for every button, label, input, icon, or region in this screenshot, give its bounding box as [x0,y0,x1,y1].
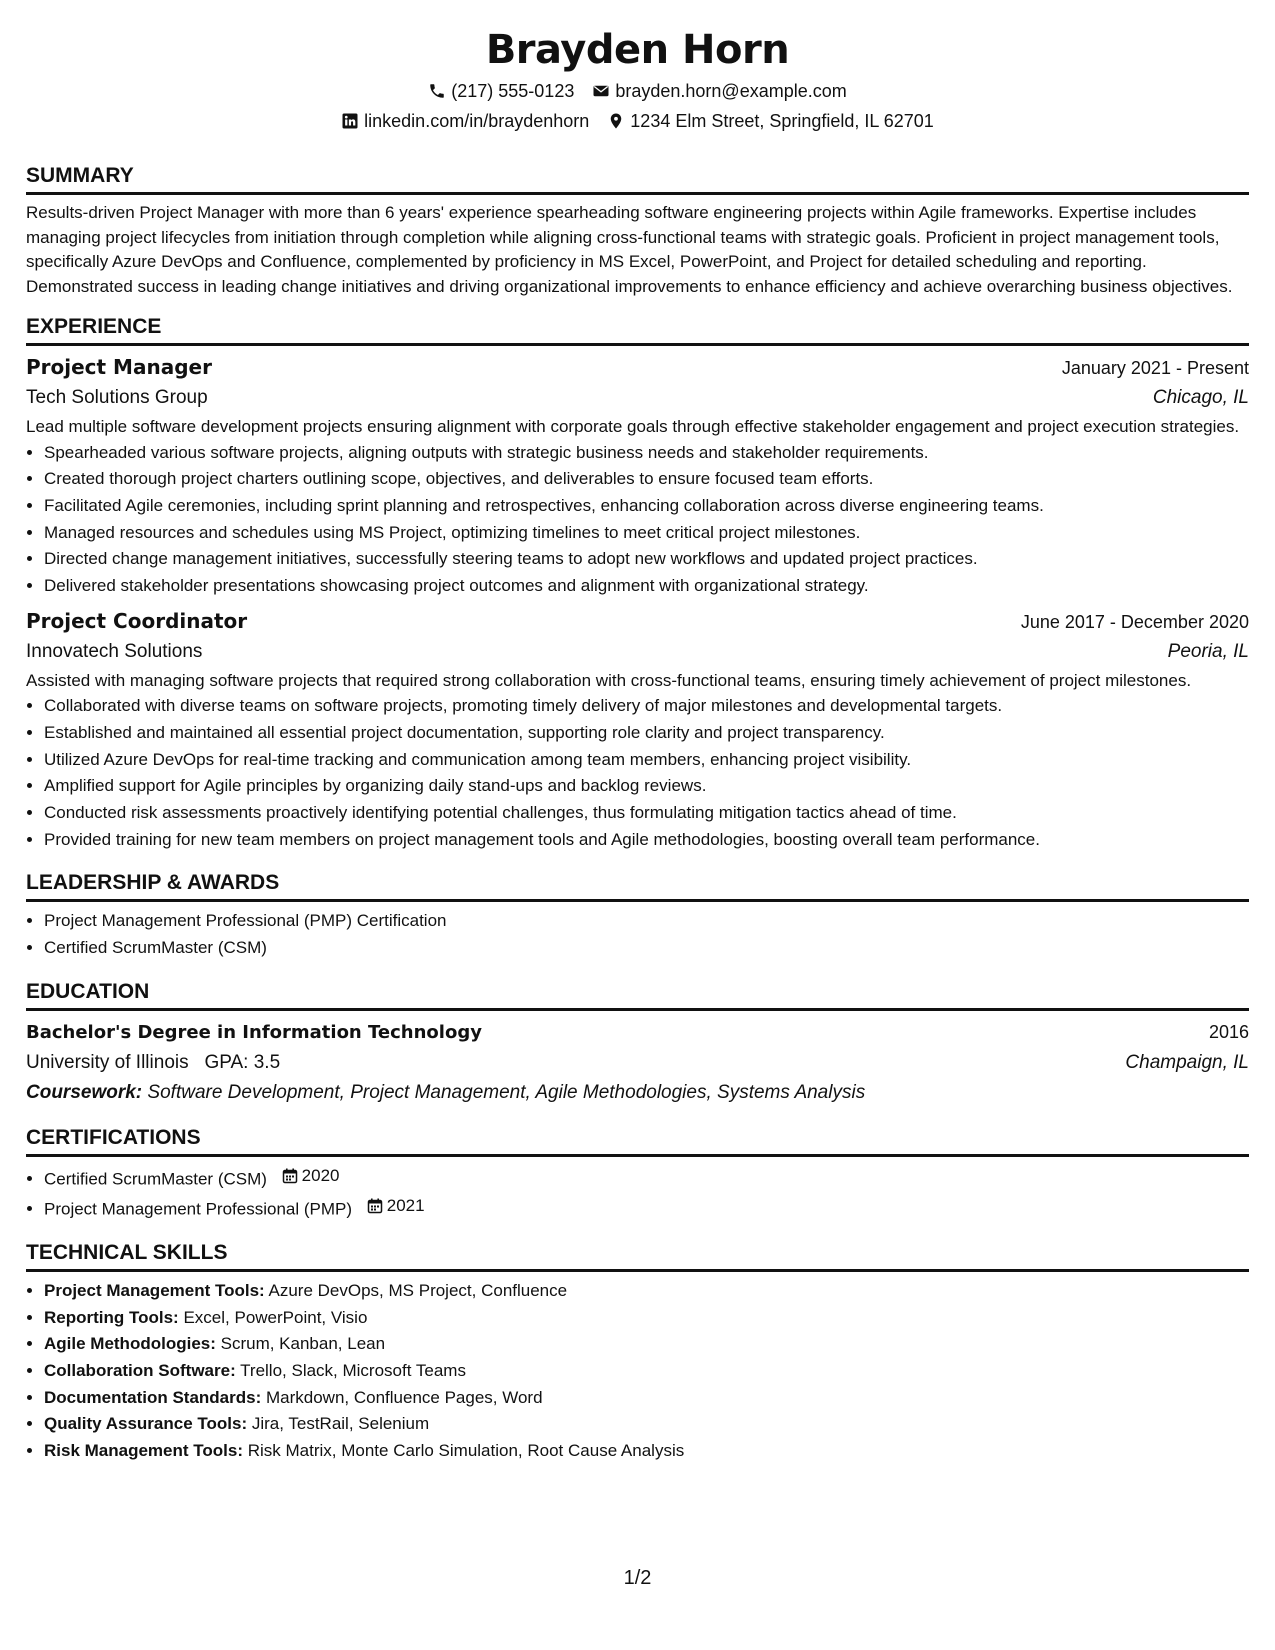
school-info [26,1048,280,1078]
list-item: • Collaborated with diverse teams on software projects, promoting timely delivery of major milestones and developmental targets. [44,693,1249,720]
candidate-name: Brayden Horn [485,27,790,73]
certifications-section [26,1124,1249,1223]
skill-value: Scrum, Kanban, Lean [220,1334,386,1354]
coursework-label: Coursework: [26,1081,143,1103]
skill-label: Quality Assurance Tools: [44,1414,248,1434]
school-location: Champaign, IL [1125,1051,1249,1073]
section-title-experience: EXPERIENCE [26,313,1249,346]
calendar-icon [282,1168,298,1184]
skill-value: Excel, PowerPoint, Visio [183,1307,368,1327]
education-header [26,1017,1249,1048]
list-item [44,1438,1249,1465]
degree-name: Bachelor's Degree in Information Technology [26,1021,482,1043]
job-location: Chicago, IL [1152,387,1249,408]
job-company: Innovatech Solutions [26,640,203,662]
skill-label: Documentation Standards: [44,1387,262,1407]
address-contact [607,106,934,136]
email-contact[interactable] [592,76,846,106]
skill-value: Trello, Slack, Microsoft Teams [240,1361,466,1381]
list-item: • Certified ScrumMaster (CSM) [44,935,1249,962]
education-subheader [26,1048,1249,1078]
list-item: • Conducted risk assessments proactively identifying potential challenges, thus formulating mitigation tactics ahead of time. [44,800,1249,827]
coursework-list: Software Development, Project Management, Agile Methodologies, Systems Analysis [147,1081,866,1103]
list-item: • Spearheaded various software projects, aligning outputs with strategic business needs and stakeholder requirements. [44,440,1249,467]
list-item [44,1305,1249,1332]
skills-list [26,1278,1249,1465]
certifications-list [26,1163,1249,1223]
skill-value: Jira, TestRail, Selenium [251,1414,430,1434]
certification-date [282,1163,340,1190]
certification-name: Project Management Professional (PMP) [44,1199,353,1219]
list-item: • Project Management Professional (PMP) Certification [44,908,1249,935]
list-item: • Facilitated Agile ceremonies, including sprint planning and retrospectives, enhancing collaboration across diverse engineering teams. [44,493,1249,520]
coursework [26,1078,1249,1108]
graduation-year: 2016 [1208,1021,1249,1042]
job-entry [26,606,1249,854]
job-role: Project Manager [26,355,212,379]
list-item [44,1385,1249,1412]
section-title-skills: TECHNICAL SKILLS [26,1239,1249,1272]
section-title-certifications: CERTIFICATIONS [26,1124,1249,1157]
list-item: • Utilized Azure DevOps for real-time tracking and communication among team members, enhancing project visibility. [44,747,1249,774]
linkedin-url[interactable]: linkedin.com/in/braydenhorn [364,111,590,131]
section-title-summary: SUMMARY [26,162,1249,195]
job-role: Project Coordinator [26,608,248,633]
list-item [44,1163,1249,1193]
job-dates: June 2017 - December 2020 [1020,611,1249,632]
linkedin-icon [341,112,359,130]
contact-row-2 [26,106,1249,136]
skill-value: Azure DevOps, MS Project, Confluence [268,1280,568,1300]
gpa: GPA: 3.5 [204,1051,281,1073]
phone-contact [428,76,574,106]
section-title-education: EDUCATION [26,978,1249,1011]
resume-page [26,0,1249,1465]
job-header [26,352,1249,383]
list-item: • Managed resources and schedules using MS Project, optimizing timelines to meet critical project milestones. [44,520,1249,547]
skill-value: Markdown, Confluence Pages, Word [265,1387,543,1407]
job-subheader [26,383,1249,413]
list-item: • Established and maintained all essential project documentation, supporting role clarity and project transparency. [44,720,1249,747]
list-item: • Delivered stakeholder presentations showcasing project outcomes and alignment with organizational strategy. [44,573,1249,600]
skills-section [26,1239,1249,1465]
page-number: 1/2 [623,1567,652,1589]
list-item: • Amplified support for Agile principles by organizing daily stand-ups and backlog reviews. [44,773,1249,800]
list-item: • Created thorough project charters outlining scope, objectives, and deliverables to ensure focused team efforts. [44,466,1249,493]
school-name: University of Illinois [26,1051,189,1073]
skill-label: Collaboration Software: [44,1361,236,1381]
skill-value: Risk Matrix, Monte Carlo Simulation, Root Cause Analysis [247,1441,685,1461]
skill-label: Project Management Tools: [44,1280,265,1300]
job-company: Tech Solutions Group [26,387,208,408]
email-address[interactable]: brayden.horn@example.com [615,81,847,101]
list-item [44,1193,1249,1223]
calendar-icon [367,1198,383,1214]
skill-label: Reporting Tools: [44,1307,179,1327]
job-header [26,606,1249,637]
phone-icon [428,82,446,100]
education-section [26,978,1249,1108]
list-item [44,1278,1249,1305]
experience-section [26,313,1249,853]
list-item [44,1358,1249,1385]
job-subheader [26,637,1249,667]
certification-name: Certified ScrumMaster (CSM) [44,1169,267,1189]
phone-number: (217) 555-0123 [451,81,575,101]
skill-label: Agile Methodologies: [44,1334,216,1354]
job-bullets [26,440,1249,600]
job-description: Lead multiple software development projects ensuring alignment with corporate goals through effective stakeholder engagement and project execution strategies. [26,417,1240,436]
map-marker-icon [607,112,625,130]
list-item: • Directed change management initiatives, successfully steering teams to adopt new workflows and updated project practices. [44,546,1249,573]
job-entry [26,352,1249,600]
summary-text: Results-driven Project Manager with more than 6 years' experience spearheading software engineering projects within Agile frameworks. Expertise includes managing project lifecycles from initiation through completion while aligning cross-functional teams with strategic goals. Proficient in project management tools, specifically Azure DevOps and Confluence, complemented by proficiency in MS Excel, PowerPoint, and Project for detailed scheduling and reporting. Demonstrated success in leading change initiatives and driving organizational improvements to enhance efficiency and achieve overarching business objectives. [26,203,1233,296]
linkedin-contact[interactable] [341,106,589,136]
certification-year: 2020 [301,1165,340,1185]
job-description: Assisted with managing software projects that required strong collaboration with cross-functional teams, ensuring timely achievement of project milestones. [26,670,1192,690]
certification-date [367,1193,425,1220]
job-location: Peoria, IL [1167,640,1249,662]
leadership-list [26,908,1249,961]
envelope-icon [592,82,610,100]
job-bullets [26,693,1249,853]
certification-year: 2021 [386,1195,425,1215]
contact-row-1 [26,76,1249,106]
section-title-leadership: LEADERSHIP & AWARDS [26,869,1249,902]
leadership-section [26,869,1249,961]
list-item [44,1411,1249,1438]
job-dates: January 2021 - Present [1061,358,1249,378]
list-item [44,1331,1249,1358]
address-text: 1234 Elm Street, Springfield, IL 62701 [630,111,934,131]
summary-section [26,162,1249,299]
skill-label: Risk Management Tools: [44,1441,243,1461]
list-item: • Provided training for new team members on project management tools and Agile methodologies, boosting overall team performance. [44,827,1249,854]
